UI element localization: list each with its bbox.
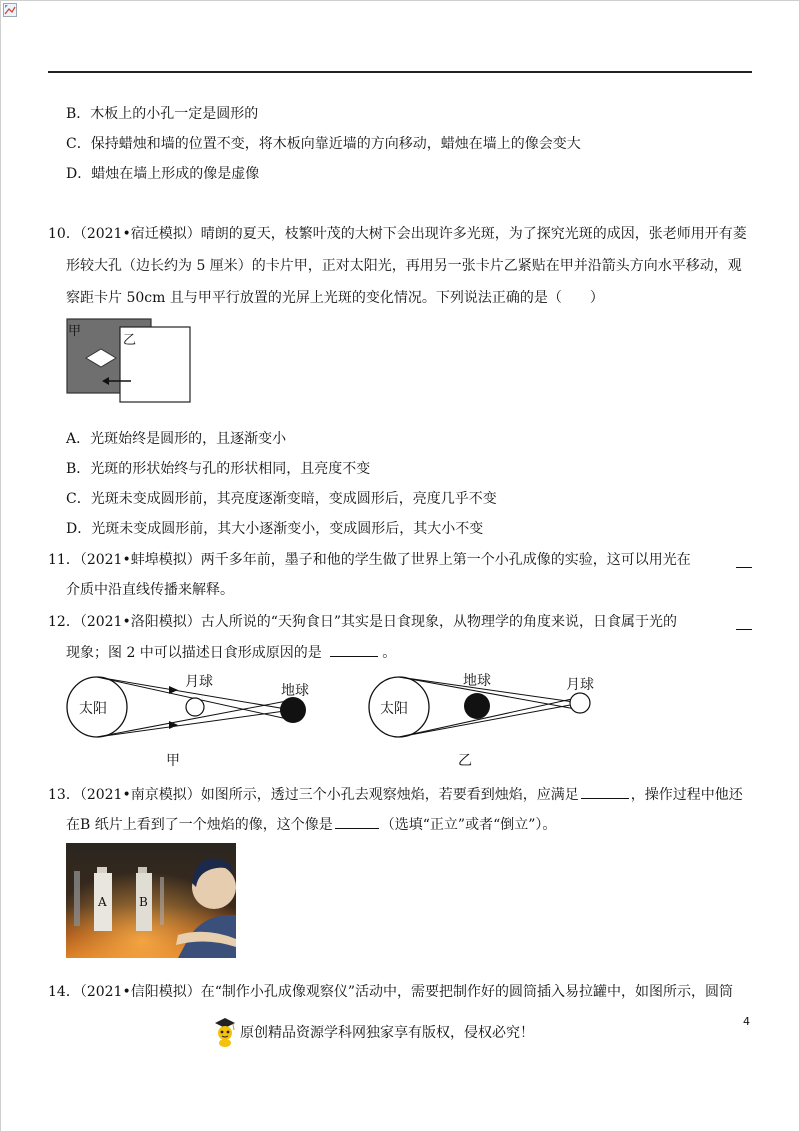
q13-text-2: ，操作过程中他还 xyxy=(630,787,743,803)
moon-label-jia: 月球 xyxy=(185,674,213,690)
caption-yi: 乙 xyxy=(458,753,472,769)
paper-label-a: A xyxy=(98,895,107,909)
earth-label-yi: 地球 xyxy=(463,673,491,689)
copyright-footer xyxy=(212,1017,534,1047)
q10-option-d: D．光斑未变成圆形前，其大小逐渐变小，变成圆形后，其大小不变 xyxy=(66,521,484,537)
earth-label-jia: 地球 xyxy=(281,683,309,699)
q9-option-d: D．蜡烛在墙上形成的像是虚像 xyxy=(66,166,260,182)
q11-stem-line2: 介质中沿直线传播来解释。 xyxy=(66,582,234,598)
q10-stem-line1: 10．（2021•宿迁模拟）晴朗的夏天，枝繁叶茂的大树下会出现许多光斑，为了探究光斑的成因，张老师用开有菱 xyxy=(48,226,747,242)
earth-circle xyxy=(280,697,306,723)
card-label-jia: 甲 xyxy=(68,324,82,339)
q10-option-a: A．光斑始终是圆形的，且逐渐变小 xyxy=(66,431,287,447)
q13-photo xyxy=(66,843,236,958)
q12-text: 现象；图 2 中可以描述日食形成原因的是 xyxy=(66,645,322,661)
q10-option-c: C．光斑未变成圆形前，其亮度逐渐变暗，变成圆形后，亮度几乎不变 xyxy=(66,491,497,507)
ray-arrow xyxy=(169,686,178,694)
q12-stem-line2 xyxy=(66,642,396,663)
moon-label-yi: 月球 xyxy=(566,677,594,693)
card-label-yi: 乙 xyxy=(123,333,137,348)
q10-stem-line3: 察距卡片 50cm 且与甲平行放置的光屏上光斑的变化情况。下列说法正确的是（ ） xyxy=(66,290,604,306)
q10-stem-line2: 形较大孔（边长约为 5 厘米）的卡片甲，正对太阳光，再用另一张卡片乙紧贴在甲并沿箭头方向水平移动，观 xyxy=(66,258,742,274)
q12-answer-blank-2[interactable] xyxy=(330,642,378,657)
q9-option-c: C．保持蜡烛和墙的位置不变，将木板向靠近墙的方向移动，蜡烛在墙上的像会变大 xyxy=(66,136,581,152)
page-number: 4 xyxy=(743,1015,750,1028)
q13-answer-blank-2[interactable] xyxy=(335,814,379,829)
q13-answer-blank-1[interactable] xyxy=(581,784,629,799)
earth-circle xyxy=(464,693,490,719)
q13-text-3: 在B 纸片上看到了一个烛焰的像，这个像是 xyxy=(66,817,333,833)
broken-image-icon xyxy=(3,3,17,17)
q11-text: 11．（2021•蚌埠模拟）两千多年前，墨子和他的学生做了世界上第一个小孔成像的实验，这可以用光在 xyxy=(48,552,691,568)
caption-jia: 甲 xyxy=(166,753,180,769)
moon-circle xyxy=(186,698,204,716)
q12-answer-blank-1[interactable] xyxy=(736,615,752,630)
paper-label-b: B xyxy=(139,895,148,909)
candle-observation-photo xyxy=(66,843,236,958)
header-rule xyxy=(48,71,752,73)
q13-text-4: （选填“正立”或者“倒立”）。 xyxy=(380,817,557,833)
q13-stem-line2 xyxy=(66,814,556,835)
q13-text-1: 13．（2021•南京模拟）如图所示，透过三个小孔去观察烛焰，若要看到烛焰，应满足 xyxy=(48,787,579,803)
q12-text-end: 。 xyxy=(382,645,397,661)
q10-option-b: B．光斑的形状始终与孔的形状相同，且亮度不变 xyxy=(66,461,371,477)
q9-option-b: B．木板上的小孔一定是圆形的 xyxy=(66,106,259,122)
moon-circle xyxy=(570,693,590,713)
footer-text: 原创精品资源学科网独家享有版权，侵权必究！ xyxy=(240,1025,534,1041)
sun-label-yi: 太阳 xyxy=(380,701,408,717)
q14-stem-line1: 14．（2021•信阳模拟）在“制作小孔成像观察仪”活动中，需要把制作好的圆筒插入易拉罐中，如图所示，圆筒 xyxy=(48,984,734,1000)
q11-answer-blank[interactable] xyxy=(736,553,752,568)
sun-label-jia: 太阳 xyxy=(79,701,107,717)
q11-stem-line1 xyxy=(48,550,691,570)
q12-stem-line1: 12．（2021•洛阳模拟）古人所说的“天狗食日”其实是日食现象，从物理学的角度来说，日食属于光的 xyxy=(48,614,678,630)
mascot-icon xyxy=(212,1017,238,1047)
q13-stem-line1 xyxy=(48,784,743,805)
